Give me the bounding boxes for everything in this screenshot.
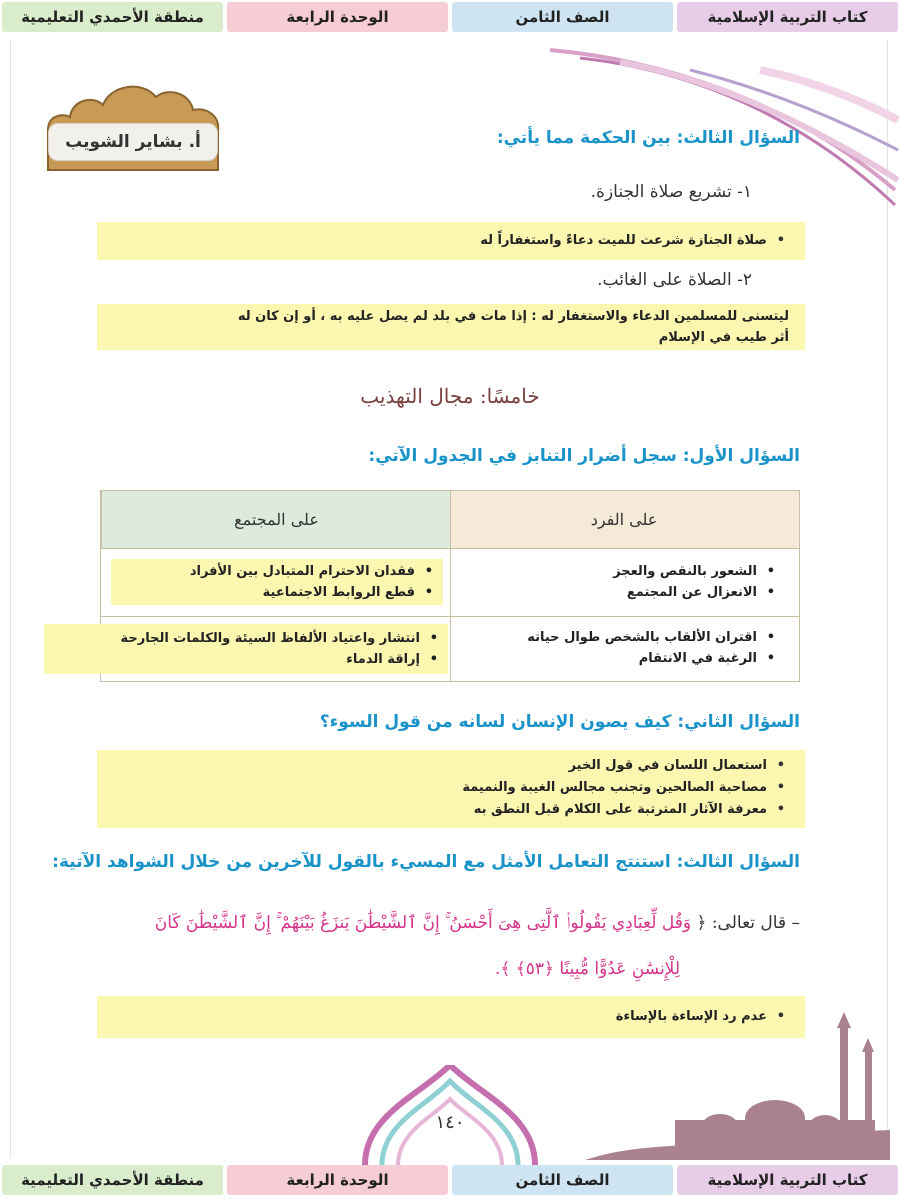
footer-unit-tab: الوحدة الرابعة	[227, 1165, 448, 1195]
header-district-tab: منطقة الأحمدي التعليمية	[2, 2, 223, 32]
list-item: • استعمال اللسان في قول الخير	[113, 755, 789, 777]
list-item: • الرغبة في الانتقام	[527, 648, 779, 669]
q3-item-2-label: ٢- الصلاة على الغائب.	[597, 270, 752, 290]
column-divider	[450, 491, 451, 681]
list-item: • قطع الروابط الاجتماعية	[117, 582, 437, 603]
list-item: • اقتران الألقاب بالشخص طوال حياته	[527, 627, 779, 648]
verse-text-1: وَقُل لِّعِبَادِي يَقُولُوا۟ ٱلَّتِى هِىَ أَحْسَنُ ۚ إِنَّ ٱلشَّيْطَٰنَ يَنزَغُ بَيْنَهُمْ ۚ إِنَّ ٱلشَّيْطَٰنَ كَانَ	[154, 913, 692, 933]
verse-line-1	[155, 912, 800, 933]
teacher-name: أ. بشاير الشويب	[48, 123, 218, 161]
q2-heading: السؤال الثاني: كيف يصون الإنسان لسانه من قول السوء؟	[319, 712, 800, 732]
verse-line-2: لِلْإِنسَٰنِ عَدُوًّا مُّبِينًا ﴿٥٣﴾ ﴾.	[494, 959, 680, 979]
list-item: • انتشار واعتياد الألفاظ السيئة والكلمات الجارحة	[50, 628, 442, 649]
row1-individual-cell	[613, 561, 779, 603]
header-grade-tab: الصف الثامن	[452, 2, 673, 32]
mosque-silhouette-icon	[585, 1010, 890, 1160]
col-individual-header: على الفرد	[449, 491, 799, 548]
q1-heading: السؤال الأول: سجل أضرار التنابز في الجدول الآتي:	[368, 446, 800, 466]
q3-deduce-answer: • عدم رد الإساءة بالإساءة	[616, 1006, 789, 1028]
list-item: • فقدان الاحترام المتبادل بين الأفراد	[117, 561, 437, 582]
footer-district-tab: منطقة الأحمدي التعليمية	[2, 1165, 223, 1195]
list-item: • الشعور بالنقص والعجز	[613, 561, 779, 582]
page-number: ١٤٠	[435, 1112, 465, 1133]
section-title: خامسًا: مجال التهذيب	[360, 384, 540, 408]
teacher-badge	[38, 75, 228, 175]
q3-item-2-answer-line1: ليتسنى للمسلمين الدعاء والاستغفار له : إذا مات في بلد لم يصل عليه به ، أو إن كان له	[237, 309, 789, 324]
q3-item-1-answer-box	[97, 222, 805, 260]
list-item: • معرفة الآثار المترتبة على الكلام قبل النطق به	[113, 799, 789, 821]
header-book-tab: كتاب التربية الإسلامية	[677, 2, 898, 32]
footer-book-tab: كتاب التربية الإسلامية	[677, 1165, 898, 1195]
row-divider-1	[101, 548, 799, 549]
q3-item-1-answer: • صلاة الجنازة شرعت للميت دعاءً واستغفاراً له	[480, 230, 789, 252]
list-item: • الانعزال عن المجتمع	[613, 582, 779, 603]
list-item: • مصاحبة الصالحين وتجنب مجالس الغيبة والنميمة	[113, 777, 789, 799]
q3-item-2-answer-line2: أثر طيب في الإسلام	[658, 330, 789, 345]
header-unit-tab: الوحدة الرابعة	[227, 2, 448, 32]
q3-wisdom-heading: السؤال الثالث: بين الحكمة مما يأتي:	[496, 128, 800, 148]
list-item: • إراقة الدماء	[50, 649, 442, 670]
header-bar	[0, 2, 900, 36]
row1-society-cell	[111, 559, 443, 605]
row2-society-cell	[44, 624, 448, 674]
col-society-header: على المجتمع	[101, 491, 451, 548]
row-divider-2	[101, 616, 799, 617]
footer-grade-tab: الصف الثامن	[452, 1165, 673, 1195]
q3-item-2-answer-box	[97, 304, 805, 350]
q3-item-1-label: ١- تشريع صلاة الجنازة.	[590, 182, 752, 202]
q3-deduce-heading: السؤال الثالث: استنتج التعامل الأمثل مع المسيء بالقول للآخرين من خلال الشواهد الآتية:	[52, 852, 800, 872]
footer-bar	[0, 1165, 900, 1199]
row2-individual-cell	[527, 627, 779, 669]
verse-prefix: – قال تعالى: ﴿	[696, 913, 800, 933]
q2-answer-box	[97, 750, 805, 828]
